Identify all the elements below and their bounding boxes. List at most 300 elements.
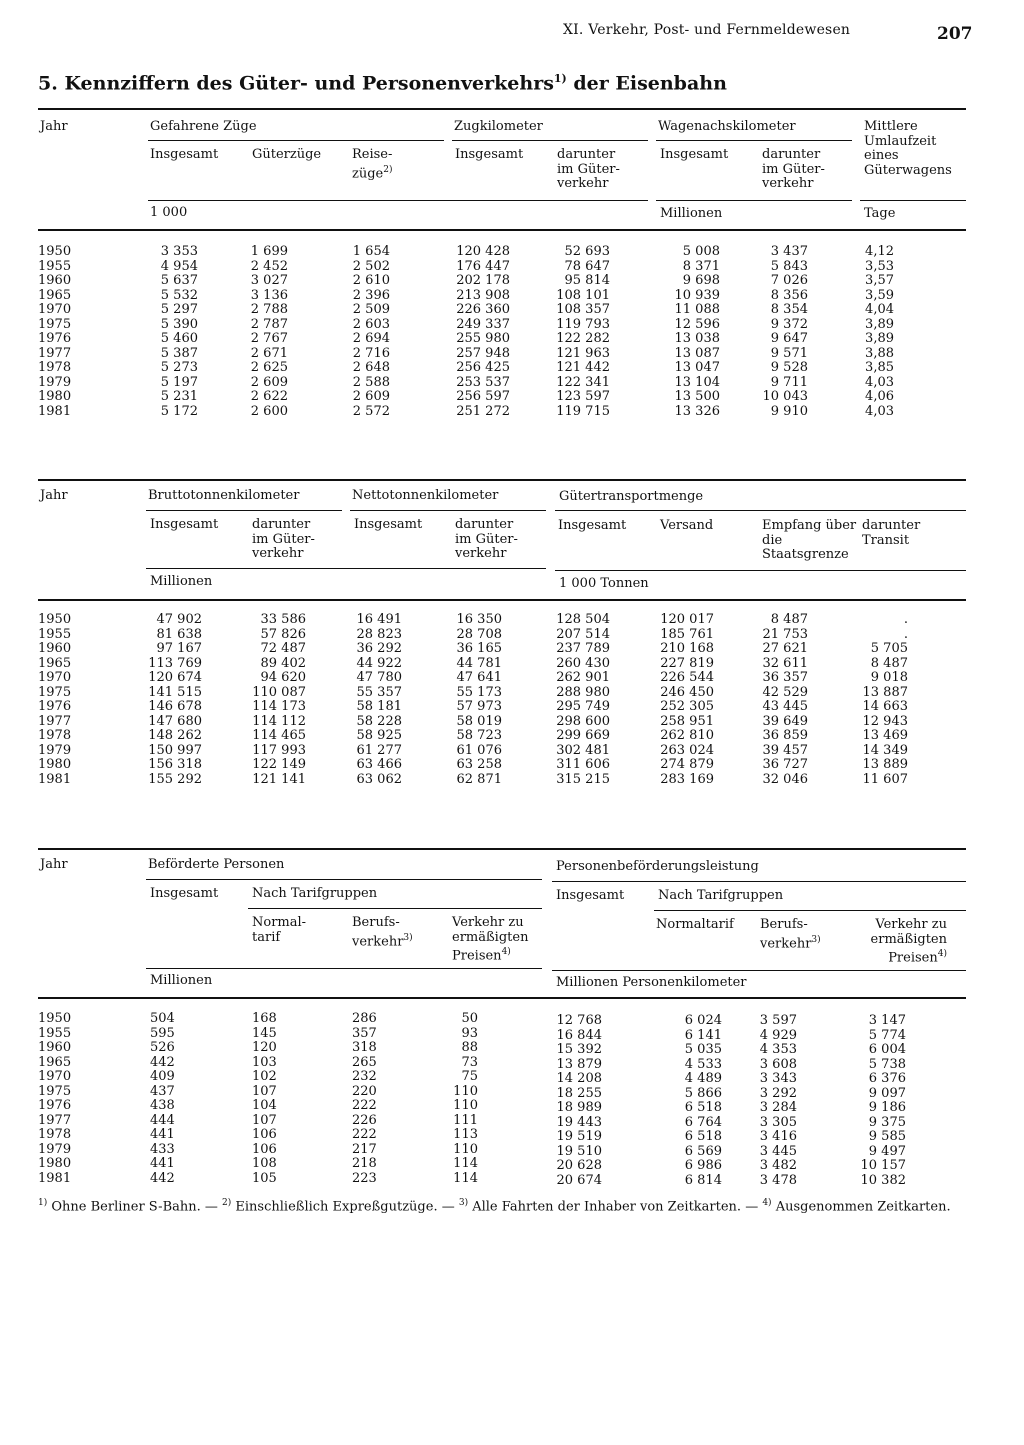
table-cell: 13 469 (862, 728, 908, 743)
table-cell: 50 (461, 1011, 478, 1026)
table-cell: 1960 (38, 1040, 72, 1055)
data-column (130, 613, 202, 787)
rule (452, 140, 648, 141)
col-header-insgesamt: Insgesamt (150, 517, 219, 532)
table-cell: 32 046 (762, 771, 808, 787)
table-cell: 1981 (38, 771, 72, 787)
table-cell: 202 178 (456, 273, 510, 288)
table-cell: 5 387 (160, 345, 198, 361)
table-cell: 295 749 (556, 699, 610, 714)
data-column (430, 1012, 478, 1186)
group-header-guetertransportmenge: Gütertransportmenge (559, 489, 704, 504)
table-cell: 9 375 (868, 1114, 906, 1130)
table-cell: 28 823 (356, 626, 402, 642)
table-cell: 47 780 (356, 670, 402, 685)
table-cell: 2 787 (250, 316, 288, 332)
table-cell: 1980 (38, 1156, 72, 1171)
table-cell: 438 (150, 1098, 175, 1113)
year-column (38, 245, 71, 419)
table-cell: 2 625 (250, 360, 288, 375)
col-header-darunter-gueterverkehr: darunter im Güter-verkehr (762, 147, 825, 191)
col-header-berufsverkehr: Berufs-verkehr$^{3)}$ (760, 917, 821, 951)
group-header-befoerderte-personen: Beförderte Personen (148, 857, 285, 872)
table-cell: 9 372 (770, 316, 808, 332)
table-cell: 1976 (38, 1098, 72, 1113)
table-cell: 10 939 (674, 287, 720, 303)
rule (148, 140, 444, 141)
table-cell: 222 (352, 1098, 377, 1113)
rule (555, 570, 966, 571)
table-cell: 2 396 (352, 287, 390, 303)
table-cell: 226 544 (660, 670, 714, 685)
unit-label: Millionen (150, 973, 213, 988)
table-cell: 146 678 (148, 699, 202, 714)
table-cell: 442 (150, 1054, 175, 1070)
table-cell: 265 (352, 1054, 377, 1070)
col-header-insgesamt: Insgesamt (354, 517, 423, 532)
table-cell: 4 353 (759, 1042, 797, 1057)
table-cell: 251 272 (456, 403, 510, 419)
table-cell: 3 353 (160, 244, 198, 259)
table-cell: 3,59 (865, 287, 894, 303)
table-cell: 2 671 (250, 345, 288, 361)
table-cell: 13 887 (862, 684, 908, 700)
table-cell: 5 297 (160, 302, 198, 317)
rule (38, 108, 966, 110)
table-cell: 43 445 (762, 699, 808, 714)
table-cell: 9 698 (682, 273, 720, 288)
table-cell: 6 764 (684, 1114, 722, 1130)
table-cell: 8 487 (870, 655, 908, 671)
rule (146, 968, 542, 969)
rule (656, 200, 852, 201)
table-cell: 256 425 (456, 360, 510, 375)
table-cell: 121 442 (556, 360, 610, 375)
table-cell: 5 035 (684, 1042, 722, 1057)
rule (555, 510, 966, 511)
data-column (252, 1012, 277, 1186)
table-cell: 120 674 (148, 670, 202, 685)
table-cell: 110 (453, 1141, 478, 1157)
table-cell: 5 738 (868, 1056, 906, 1072)
table-cell: 1965 (38, 655, 72, 671)
group-header-bruttotonnenkilometer: Bruttotonnenkilometer (148, 488, 300, 503)
table-cell: 97 167 (156, 641, 202, 656)
year-column (38, 613, 71, 787)
table-cell: 6 004 (868, 1042, 906, 1057)
table-cell: 3 416 (759, 1129, 797, 1144)
table-cell: 210 168 (660, 641, 714, 656)
table-cell: 3,53 (865, 258, 894, 274)
table-cell: 227 819 (660, 655, 714, 671)
table-cell: 258 951 (660, 713, 714, 729)
table-cell: 260 430 (556, 655, 610, 671)
col-header-gueterzuege: Güterzüge (252, 147, 322, 162)
table-cell: 3 478 (759, 1172, 797, 1188)
table-cell: 19 443 (556, 1114, 602, 1130)
table-cell: 2 588 (352, 374, 390, 390)
table-cell: 2 716 (352, 345, 390, 361)
col-header-transit: darunter Transit (862, 518, 921, 548)
table-cell: 8 371 (682, 258, 720, 274)
table-cell: . (903, 612, 908, 627)
table-cell: 106 (252, 1127, 277, 1142)
table-cell: 63 466 (356, 757, 402, 772)
table-cell: 1975 (38, 1083, 72, 1099)
table-cell: 3 437 (770, 244, 808, 259)
title-footnote-ref: 1) (553, 72, 567, 85)
table-cell: 526 (150, 1040, 175, 1055)
data-column (844, 245, 894, 419)
data-column (430, 613, 502, 787)
table-cell: 6 569 (684, 1143, 722, 1159)
table-cell: 145 (252, 1025, 277, 1041)
group-header-gefahrene-zuege: Gefahrene Züge (150, 119, 257, 134)
table-cell: 19 510 (556, 1143, 602, 1159)
table-cell: 220 (352, 1083, 377, 1099)
table-cell: 3,57 (865, 273, 894, 288)
table-cell: 18 989 (556, 1100, 602, 1115)
table-cell: 1977 (38, 1112, 72, 1128)
table-cell: 5 532 (160, 287, 198, 303)
col-header-nach-tarifgruppen: Nach Tarifgruppen (252, 886, 378, 901)
table-cell: 3 305 (759, 1114, 797, 1130)
table-cell: 13 500 (674, 389, 720, 404)
table-cell: 89 402 (260, 655, 306, 671)
rule (38, 229, 966, 231)
table-cell: 4,03 (865, 403, 894, 419)
col-header-normaltarif: Normaltarif (656, 917, 734, 932)
table-cell: 442 (150, 1170, 175, 1186)
table-cell: 1976 (38, 699, 72, 714)
table-cell: 9 097 (868, 1085, 906, 1101)
table-cell: 9 910 (770, 403, 808, 419)
table-cell: 1980 (38, 757, 72, 772)
table-cell: 213 908 (456, 287, 510, 303)
table-cell: . (903, 626, 908, 642)
group-header-wagenachskilometer: Wagenachskilometer (658, 119, 796, 134)
table-cell: 10 043 (762, 389, 808, 404)
table-cell: 72 487 (260, 641, 306, 656)
title-rest: der Eisenbahn (566, 72, 727, 95)
table-cell: 257 948 (456, 345, 510, 361)
data-column (150, 1012, 175, 1186)
table-cell: 2 609 (250, 374, 288, 390)
table-cell: 122 341 (556, 374, 610, 390)
table-cell: 78 647 (564, 258, 610, 274)
table-cell: 123 597 (556, 389, 610, 404)
table-cell: 103 (252, 1054, 277, 1070)
table-cell: 120 017 (660, 612, 714, 627)
data-column (725, 1014, 797, 1188)
data-column (352, 1012, 377, 1186)
data-column (440, 245, 510, 419)
table-cell: 255 980 (456, 331, 510, 346)
table-cell: 114 173 (252, 699, 306, 714)
table-cell: 6 376 (868, 1071, 906, 1086)
rule (146, 879, 542, 880)
table-cell: 3 292 (759, 1085, 797, 1101)
table-cell: 504 (150, 1011, 175, 1026)
table-cell: 8 356 (770, 287, 808, 303)
table-cell: 36 859 (762, 728, 808, 743)
col-header-darunter-gueterverkehr: darunter im Güter-verkehr (557, 147, 620, 191)
table-cell: 36 292 (356, 641, 402, 656)
table-cell: 262 901 (556, 670, 610, 685)
table-cell: 9 571 (770, 345, 808, 361)
table-cell: 3,88 (865, 345, 894, 361)
table-cell: 120 428 (456, 244, 510, 259)
table-cell: 61 076 (456, 742, 502, 758)
table-cell: 4 533 (684, 1056, 722, 1072)
table-cell: 107 (252, 1083, 277, 1099)
data-column (238, 245, 288, 419)
table-cell: 8 354 (770, 302, 808, 317)
table-cell: 114 465 (252, 728, 306, 743)
table-cell: 39 649 (762, 713, 808, 729)
col-header-insgesamt: Insgesamt (556, 888, 625, 903)
table-cell: 55 357 (356, 684, 402, 700)
table-cell: 3 027 (250, 273, 288, 288)
table-cell: 36 165 (456, 641, 502, 656)
table-cell: 249 337 (456, 316, 510, 332)
table-cell: 1950 (38, 1011, 72, 1026)
table-cell: 148 262 (148, 728, 202, 743)
data-column (836, 613, 908, 787)
unit-label: 1 000 (150, 205, 188, 220)
rule (860, 200, 966, 201)
table-cell: 256 597 (456, 389, 510, 404)
table-cell: 1965 (38, 1054, 72, 1070)
table-cell: 81 638 (156, 626, 202, 642)
col-header-empfang: Empfang über die Staatsgrenze (762, 518, 857, 562)
table-cell: 1977 (38, 713, 72, 729)
table-cell: 226 (352, 1112, 377, 1128)
col-header-berufsverkehr: Berufs-verkehr$^{3)}$ (352, 915, 413, 949)
page-number: 207 (937, 24, 973, 44)
table-cell: 94 620 (260, 670, 306, 685)
table-cell: 6 024 (684, 1013, 722, 1028)
data-column (650, 1014, 722, 1188)
table-cell: 75 (461, 1069, 478, 1084)
col-header-jahr: Jahr (40, 119, 68, 134)
table-cell: 5 774 (868, 1027, 906, 1043)
table-cell: 16 491 (356, 612, 402, 627)
table-cell: 3 147 (868, 1013, 906, 1028)
table-cell: 1981 (38, 1170, 72, 1186)
table-cell: 311 606 (556, 757, 610, 772)
table-cell: 5 172 (160, 403, 198, 419)
table-cell: 1978 (38, 1127, 72, 1142)
col-header-reisezuege: Reise- züge$^{2)}$ (352, 147, 393, 181)
table-cell: 104 (252, 1098, 277, 1113)
rule (654, 910, 966, 911)
table-cell: 1980 (38, 389, 72, 404)
table-cell: 2 622 (250, 389, 288, 404)
table-cell: 117 993 (252, 742, 306, 758)
rule (38, 997, 966, 999)
table-cell: 14 208 (556, 1071, 602, 1086)
table-cell: 108 101 (556, 287, 610, 303)
table-cell: 9 585 (868, 1129, 906, 1144)
table-cell: 44 781 (456, 655, 502, 671)
table-cell: 13 879 (556, 1056, 602, 1072)
table-cell: 1977 (38, 345, 72, 361)
table-cell: 6 814 (684, 1172, 722, 1188)
table-cell: 2 603 (352, 316, 390, 332)
table-cell: 156 318 (148, 757, 202, 772)
table-cell: 121 963 (556, 345, 610, 361)
data-column (540, 245, 610, 419)
table-cell: 58 228 (356, 713, 402, 729)
rule (148, 200, 648, 201)
table-cell: 32 611 (762, 655, 808, 671)
table-cell: 2 767 (250, 331, 288, 346)
table-cell: 288 980 (556, 684, 610, 700)
table-cell: 44 922 (356, 655, 402, 671)
unit-label: Millionen (150, 574, 213, 589)
table-cell: 147 680 (148, 713, 202, 729)
table-cell: 1976 (38, 331, 72, 346)
table-cell: 19 519 (556, 1129, 602, 1144)
table-cell: 108 (252, 1156, 277, 1171)
table-cell: 4 954 (160, 258, 198, 274)
table-cell: 95 814 (564, 273, 610, 288)
table-cell: 3 608 (759, 1056, 797, 1072)
table-cell: 108 357 (556, 302, 610, 317)
table-cell: 2 600 (250, 403, 288, 419)
table-cell: 222 (352, 1127, 377, 1142)
table-cell: 283 169 (660, 771, 714, 787)
table-cell: 119 715 (556, 403, 610, 419)
table-cell: 253 537 (456, 374, 510, 390)
table-cell: 5 390 (160, 316, 198, 332)
table-cell: 155 292 (148, 771, 202, 787)
footnotes: $^{1)}$ Ohne Berliner S-Bahn. — $^{2)}$ Einschließlich Expreßgutzüge. — $^{3)}$ Alle Fahrten der Inhaber von Zeitkarten. — $^{4)}$ Ausgenommen Zeitkarten. (38, 1198, 951, 1215)
table-cell: 1950 (38, 612, 72, 627)
data-column (642, 613, 714, 787)
table-cell: 33 586 (260, 612, 306, 627)
title-main: 5. Kennziffern des Güter- und Personenverkehrs (38, 72, 554, 95)
table-cell: 47 902 (156, 612, 202, 627)
table-cell: 7 026 (770, 273, 808, 288)
table-cell: 14 349 (862, 742, 908, 758)
table-cell: 4,03 (865, 374, 894, 390)
table-cell: 595 (150, 1025, 175, 1041)
table-cell: 114 (453, 1170, 478, 1186)
table-cell: 409 (150, 1069, 175, 1084)
table-cell: 9 186 (868, 1100, 906, 1115)
data-column (340, 245, 390, 419)
table-cell: 168 (252, 1011, 277, 1026)
table-cell: 1981 (38, 403, 72, 419)
table-cell: 1950 (38, 244, 72, 259)
table-cell: 36 357 (762, 670, 808, 685)
table-cell: 237 789 (556, 641, 610, 656)
table-cell: 441 (150, 1156, 175, 1171)
table-cell: 1979 (38, 1141, 72, 1157)
table-cell: 13 038 (674, 331, 720, 346)
table-cell: 10 382 (860, 1172, 906, 1188)
rule (552, 881, 966, 882)
table-cell: 3,89 (865, 331, 894, 346)
data-column (738, 245, 808, 419)
table-cell: 217 (352, 1141, 377, 1157)
table-cell: 298 600 (556, 713, 610, 729)
table-cell: 3 136 (250, 287, 288, 303)
table-cell: 13 047 (674, 360, 720, 375)
table-cell: 62 871 (456, 771, 502, 787)
table-cell: 88 (461, 1040, 478, 1055)
table-cell: 16 844 (556, 1027, 602, 1043)
table-cell: 57 973 (456, 699, 502, 714)
col-header-darunter-gueterverkehr: darunter im Güter-verkehr (252, 517, 315, 561)
table-cell: 107 (252, 1112, 277, 1128)
data-column (530, 1014, 602, 1188)
table-cell: 13 104 (674, 374, 720, 390)
table-cell: 58 925 (356, 728, 402, 743)
table-cell: 122 149 (252, 757, 306, 772)
table-cell: 11 088 (674, 302, 720, 317)
table-cell: 2 788 (250, 302, 288, 317)
table-cell: 246 450 (660, 684, 714, 700)
table-cell: 4,12 (865, 244, 894, 259)
table-cell: 14 663 (862, 699, 908, 714)
table-cell: 2 609 (352, 389, 390, 404)
table-cell: 1970 (38, 1069, 72, 1084)
table-cell: 302 481 (556, 742, 610, 758)
rule (38, 599, 966, 601)
table-cell: 15 392 (556, 1042, 602, 1057)
table-cell: 3 597 (759, 1013, 797, 1028)
table-cell: 12 768 (556, 1013, 602, 1028)
group-header-zugkilometer: Zugkilometer (454, 119, 543, 134)
table-cell: 2 610 (352, 273, 390, 288)
table-cell: 437 (150, 1083, 175, 1099)
table-cell: 47 641 (456, 670, 502, 685)
table-cell: 1970 (38, 302, 72, 317)
table-cell: 63 062 (356, 771, 402, 787)
table-cell: 6 518 (684, 1129, 722, 1144)
table-cell: 93 (461, 1025, 478, 1041)
table-cell: 58 181 (356, 699, 402, 714)
table-cell: 1970 (38, 670, 72, 685)
table-cell: 1960 (38, 641, 72, 656)
table-cell: 1955 (38, 626, 72, 642)
table-cell: 9 018 (870, 670, 908, 685)
table-cell: 1978 (38, 360, 72, 375)
table-cell: 58 019 (456, 713, 502, 729)
table-cell: 9 528 (770, 360, 808, 375)
table-cell: 128 504 (556, 612, 610, 627)
col-header-nach-tarifgruppen: Nach Tarifgruppen (658, 888, 784, 903)
col-header-insgesamt: Insgesamt (558, 518, 627, 533)
table-cell: 3 284 (759, 1100, 797, 1115)
table-cell: 232 (352, 1069, 377, 1084)
table-cell: 223 (352, 1170, 377, 1186)
table-cell: 11 607 (862, 771, 908, 787)
table-cell: 110 087 (252, 684, 306, 700)
data-column (538, 613, 610, 787)
table-cell: 119 793 (556, 316, 610, 332)
table-cell: 444 (150, 1112, 175, 1128)
table-cell: 1955 (38, 258, 72, 274)
data-column (330, 613, 402, 787)
table-cell: 6 986 (684, 1158, 722, 1173)
table-cell: 106 (252, 1141, 277, 1157)
table-cell: 4,06 (865, 389, 894, 404)
table-cell: 8 487 (770, 612, 808, 627)
